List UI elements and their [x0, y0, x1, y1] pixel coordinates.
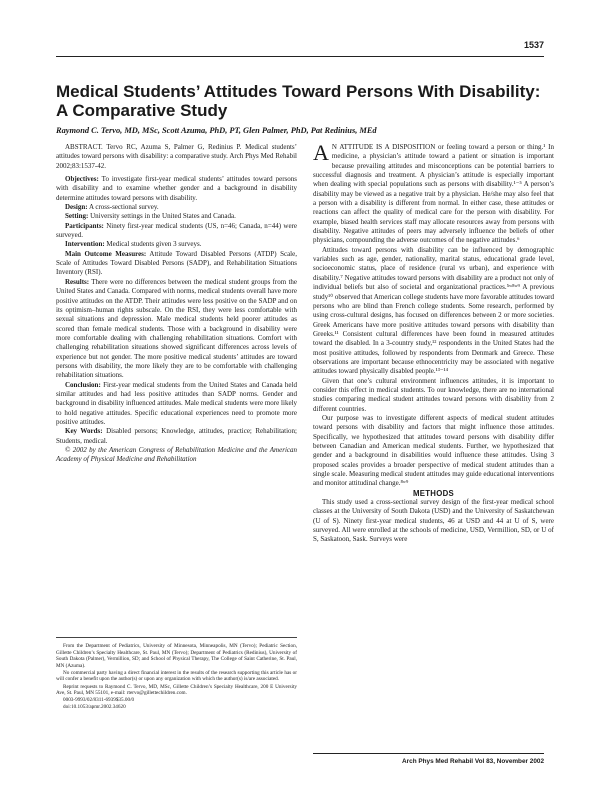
abstract-objectives: [56, 175, 297, 203]
author-list: Raymond C. Tervo, MD, MSc, Scott Azuma, PhD, PT, Glen Palmer, PhD, Pat Redinius, MEd: [56, 126, 377, 135]
setting-label: Setting:: [65, 212, 89, 221]
abstract-column: [56, 143, 297, 465]
journal-footer: Arch Phys Med Rehabil Vol 83, November 2002: [402, 758, 544, 765]
intro-text: or feeling toward a person or thing.¹ In medicine, a physician’s attitude toward a patient or situation is important because prevailing attitudes and misconceptions can be potential barriers to successful diagnosis and treatment. A physician’s attitude is especially important when dealing with special populations such as persons with disability.¹⁻⁵ A person’s disability may be viewed as a negative trait by a physician. He/she may also feel that a person with a disability is different from normal. In either case, these attitudes or reactions can affect the quality of medical care for the person with disability. For example, biased health services staff may allocate resources away from persons with disability. Negative attitudes of peers may adversely influence the beliefs of other physicians, compounding the adverse outcomes of the negative attitudes.⁶: [313, 143, 554, 245]
objectives-text: To investigate first-year medical students’ attitudes toward persons with disability and to examine whether gender and a background in disability determine attitudes toward persons with disability.: [56, 175, 298, 202]
abstract-conclusion: [56, 381, 297, 428]
abstract-measures: [56, 250, 297, 278]
conclusion-text: First-year medical students from the United States and Canada held similar attitudes and had less positive attitudes than SADP norms. Gender and background in disability influenced attitudes. Male medical students were more likely to hold negative attitudes. Specific educational experiences need to promote more positive attitudes.: [56, 380, 297, 426]
keywords-text: Disabled persons; Knowledge, attitudes, practice; Rehabilitation; Students, medical.: [56, 427, 297, 445]
intervention-text: Medical students given 3 surveys.: [106, 240, 202, 249]
participants-text: Ninety first-year medical students (US, n=46; Canada, n=44) were surveyed.: [56, 221, 297, 240]
body-paragraph: Our purpose was to investigate different aspects of medical student attitudes toward persons with disability and factors that might influence those attitudes. Specifically, we hypothesized that attitudes toward persons with disability differ between Canadian and American medical students. Further, we hypothesized that gender and a background in disabilities would influence these attitudes. Using 3 proposed scales provides a broader perspective of medical student attitudes than a single scale. Measuring medical student attitudes may guide educational interventions and monitor attitudinal change.⁸ʷ⁹: [313, 413, 554, 488]
abstract-keywords: [56, 427, 297, 446]
setting-text: University settings in the United States and Canada.: [90, 212, 236, 221]
objectives-label: Objectives:: [65, 175, 99, 184]
participants-label: Participants:: [65, 221, 104, 230]
design-label: Design:: [65, 203, 88, 212]
measures-text: Attitude Toward Disabled Persons (ATDP) Scale, Scale of Attitudes Toward Disabled Persons (SADP), and Rehabilitation Situations Inventory (RSI).: [56, 249, 297, 277]
page-number: 1537: [523, 40, 544, 50]
abstract-citation: ABSTRACT. Tervo RC, Azuma S, Palmer G, Redinius P. Medical students’ attitudes toward persons with disability: a comparative study. Arch Phys Med Rehabil 2002;83:1537-42.: [56, 143, 297, 170]
copyright-notice: © 2002 by the American Congress of Rehabilitation Medicine and the American Academy of Physical Medicine and Rehabilitation: [56, 446, 297, 464]
body-paragraph: Given that one’s cultural environment influences attitudes, it is important to consider this effect in medical students. To our knowledge, there are no international studies comparing medical student attitudes toward persons with disability from 2 different countries.: [313, 376, 554, 413]
intro-caps: N ATTITUDE IS A DISPOSITION: [331, 143, 436, 151]
abstract-design: [56, 203, 297, 212]
intervention-label: Intervention:: [65, 240, 105, 249]
issn-note: 0003-9993/02/8311-6939$35.00/0: [63, 697, 135, 704]
affiliation-rule: [56, 637, 297, 638]
abstract-intervention: [56, 240, 297, 249]
methods-heading: METHODS: [412, 488, 455, 498]
intro-paragraph: [313, 140, 554, 246]
affiliations-block: [56, 643, 297, 711]
abstract-results: [56, 278, 297, 381]
dropcap-letter: A: [313, 140, 329, 165]
abstract-participants: [56, 222, 297, 241]
keywords-label: Key Words:: [65, 427, 103, 436]
doi-note: doi:10.1053/apmr.2002.34620: [63, 704, 126, 711]
results-text: There were no differences between the medical student groups from the United States and Canada. Compared with norms, medical students overall have more positive attitudes on the ATDP. Their attitudes were less positive on the SADP and on its optimism–human rights subscale. On the RSI, they were less comfortable with sexual situations and depression. Male medical students held poorer attitudes as scored than female medical students. Those with a background in disability were more comfortable dealing with challenging rehabilitation situations. Comfort with challenging rehabilitation situations showed significant differences across levels of experience but not gender. The more positive medical students’ attitudes are toward persons with disability, the more likely they are to be comfortable with challenging rehabilitation situations.: [56, 277, 297, 380]
measures-label: Main Outcome Measures:: [65, 249, 147, 258]
conclusion-label: Conclusion:: [65, 380, 101, 389]
header-rule: [56, 56, 544, 57]
abstract-setting: [56, 212, 297, 221]
body-paragraph: Attitudes toward persons with disability can be influenced by demographic variables such as age, gender, nationality, marital status, educational grade level, socioeconomic status, place of residence (rural vs urban), and experience with disability.⁷ Negative attitudes toward persons with disability are a product not only of individual beliefs but also of societal and organizational practices.⁵ʷ⁸ʷ⁹ A previous study¹⁰ observed that American college students have more favorable attitudes toward persons who are blind than French college students. Some research, performed by using cross-cultural designs, has focused on differences between 2 or more societies. Greek Americans have more positive attitudes toward persons with disability than Greeks.¹¹ Consistent cultural differences have been found in measured attitudes toward the disabled. In a 3-country study,¹² respondents in the United States had the most positive attitudes, followed by respondents from Denmark and Greece. These observations are important because ethnocentricity may be associated with negative attitudes toward physically disabled people.¹³⁻¹⁴: [313, 245, 554, 376]
footer-rule: [313, 753, 544, 754]
disclosure-note: No commercial party having a direct financial interest in the results of the research supporting this article has or will confer a benefit upon the author(s) or upon any organization with which the author(s) is/are associated.: [56, 669, 297, 683]
results-label: Results:: [65, 277, 90, 286]
article-title: Medical Students’ Attitudes Toward Persons With Disability: A Comparative Study: [56, 82, 541, 120]
affiliation-note: From the Department of Pediatrics, University of Minnesota, Minneapolis, MN (Tervo); Pediatric Section, Gillette Children’s Specialty Healthcare, St. Paul, MN (Tervo); Department of Pediatrics (Redinius), University of South Dakota (Palmer), Vermillion, SD; and School of Physical Therapy, The College of Saint Catherine, St. Paul, MN (Azuma).: [56, 643, 297, 669]
body-paragraph: This study used a cross-sectional survey design of the first-year medical school classes at the University of South Dakota (USD) and the University of Saskatchewan (U of S). Ninety first-year medical students, 46 at USD and 44 at U of S, were surveyed. All were enrolled at the schools of medicine, USD, Vermillion, SD, or U of S, Saskatoon, Sask. Surveys were: [313, 498, 554, 544]
reprint-note: Reprint requests to Raymond C. Tervo, MD, MSc, Gillette Children’s Specialty Healthcare, 200 E University Ave, St. Paul, MN 55101, e-mail: rtervo@gillettechildren.com.: [56, 683, 297, 697]
design-text: A cross-sectional survey.: [88, 203, 159, 212]
body-column: [313, 140, 554, 545]
